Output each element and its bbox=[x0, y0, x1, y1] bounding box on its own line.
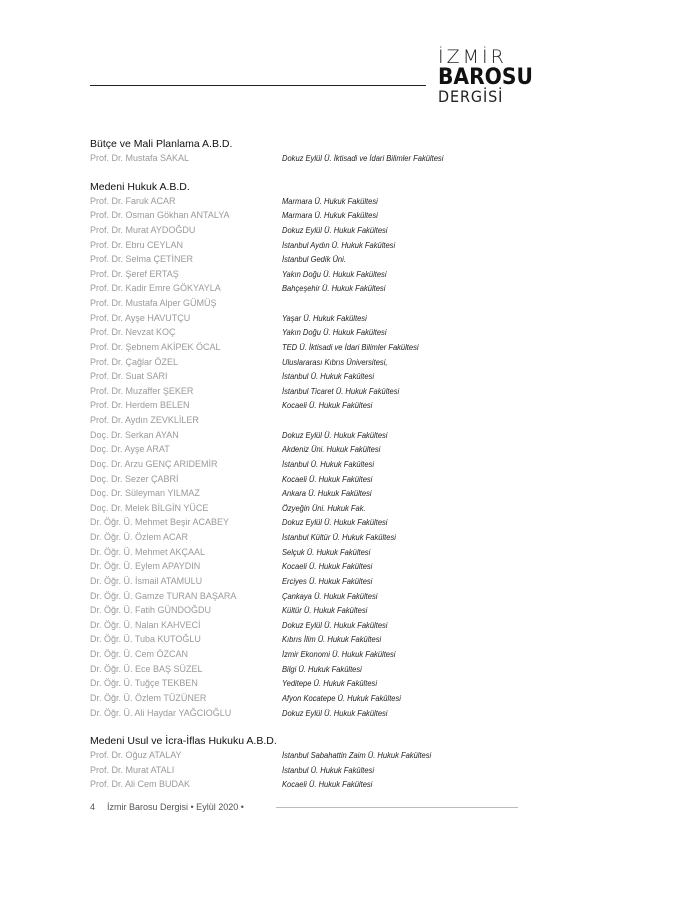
faculty-row bbox=[90, 252, 610, 267]
faculty-row bbox=[90, 763, 610, 778]
faculty-name: Prof. Dr. Herdem BELEN bbox=[90, 400, 190, 411]
faculty-name: Prof. Dr. Aydın ZEVKLİLER bbox=[90, 415, 199, 425]
faculty-affiliation: Selçuk Ü. Hukuk Fakültesi bbox=[282, 546, 371, 557]
faculty-row bbox=[90, 603, 610, 618]
faculty-name: Doç. Dr. Sezer ÇABRİ bbox=[90, 473, 179, 484]
faculty-row bbox=[90, 238, 610, 253]
faculty-section bbox=[90, 137, 610, 166]
page-number: 4 bbox=[90, 802, 96, 812]
faculty-row bbox=[90, 501, 610, 516]
faculty-name: Prof. Dr. Osman Gökhan ANTALYA bbox=[90, 210, 230, 221]
footer-text: İzmir Barosu Dergisi • Eylül 2020 • bbox=[107, 802, 244, 812]
faculty-row bbox=[90, 223, 610, 238]
faculty-row bbox=[90, 428, 610, 443]
faculty-affiliation: Yeditepe Ü. Hukuk Fakültesi bbox=[282, 678, 378, 689]
logo-line-3: DERGİSİ bbox=[438, 87, 504, 106]
logo-line-2: BAROSU bbox=[438, 65, 533, 90]
faculty-row bbox=[90, 748, 610, 763]
faculty-affiliation: Dokuz Eylül Ü. Hukuk Fakültesi bbox=[282, 429, 388, 440]
faculty-name: Dr. Öğr. Ü. Ece BAŞ SÜZEL bbox=[90, 663, 203, 674]
faculty-affiliation: Dokuz Eylül Ü. Hukuk Fakültesi bbox=[282, 224, 388, 235]
journal-logo bbox=[438, 46, 533, 106]
faculty-row bbox=[90, 355, 610, 370]
section-title: Bütçe ve Mali Planlama A.B.D. bbox=[90, 138, 233, 150]
faculty-name: Doç. Dr. Ayşe ARAT bbox=[90, 444, 170, 455]
faculty-affiliation: İzmir Ekonomi Ü. Hukuk Fakültesi bbox=[282, 649, 396, 659]
faculty-row bbox=[90, 515, 610, 530]
faculty-name: Prof. Dr. Selma ÇETİNER bbox=[90, 254, 194, 265]
faculty-row bbox=[90, 662, 610, 677]
faculty-affiliation: Yakın Doğu Ü. Hukuk Fakültesi bbox=[282, 327, 387, 338]
faculty-affiliation: Erciyes Ü. Hukuk Fakültesi bbox=[282, 575, 373, 586]
faculty-name: Dr. Öğr. Ü. Cem ÖZCAN bbox=[90, 649, 189, 659]
faculty-name: Prof. Dr. Murat ATALI bbox=[90, 764, 175, 775]
faculty-affiliation: TED Ü. İktisadi ve İdari Bilimler Fakültesi bbox=[282, 341, 419, 352]
faculty-affiliation: Dokuz Eylül Ü. Hukuk Fakültesi bbox=[282, 619, 388, 630]
faculty-affiliation: Dokuz Eylül Ü. Hukuk Fakültesi bbox=[282, 517, 388, 528]
faculty-row bbox=[90, 574, 610, 589]
faculty-affiliation: Uluslararası Kıbrıs Üniversitesi, bbox=[282, 356, 388, 367]
faculty-row bbox=[90, 442, 610, 457]
faculty-section bbox=[90, 734, 610, 792]
faculty-name: Prof. Dr. Mustafa Alper GÜMÜŞ bbox=[90, 298, 217, 308]
logo-line-1: İZMİR bbox=[438, 46, 507, 68]
faculty-affiliation: Özyeğin Üni. Hukuk Fak. bbox=[282, 502, 366, 513]
faculty-row bbox=[90, 340, 610, 355]
faculty-name: Prof. Dr. Muzaffer ŞEKER bbox=[90, 385, 194, 396]
section-title: Medeni Usul ve İcra-İflas Hukuku A.B.D. bbox=[90, 735, 277, 748]
faculty-name: Prof. Dr. Şebnem AKİPEK ÖCAL bbox=[90, 341, 221, 352]
faculty-row bbox=[90, 267, 610, 282]
faculty-affiliation: İstanbul Ticaret Ü. Hukuk Fakültesi bbox=[282, 385, 400, 396]
faculty-name: Dr. Öğr. Ü. Nalan KAHVECİ bbox=[90, 619, 201, 630]
faculty-affiliation: Ankara Ü. Hukuk Fakültesi bbox=[282, 488, 372, 499]
faculty-affiliation: Marmara Ü. Hukuk Fakültesi bbox=[282, 210, 378, 221]
faculty-name: Prof. Dr. Ali Cem BUDAK bbox=[90, 779, 191, 790]
faculty-name: Prof. Dr. Murat AYDOĞDU bbox=[90, 224, 196, 235]
faculty-row bbox=[90, 777, 610, 792]
faculty-name: Prof. Dr. Faruk ACAR bbox=[90, 195, 176, 206]
faculty-name: Dr. Öğr. Ü. Özlem ACAR bbox=[90, 532, 189, 542]
faculty-name: Prof. Dr. Ayşe HAVUTÇU bbox=[90, 312, 191, 323]
faculty-affiliation: İstanbul Kültür Ü. Hukuk Fakültesi bbox=[282, 532, 396, 542]
faculty-name: Prof. Dr. Oğuz ATALAY bbox=[90, 750, 182, 761]
faculty-row bbox=[90, 194, 610, 209]
faculty-name: Prof. Dr. Kadir Emre GÖKYAYLA bbox=[90, 283, 221, 294]
faculty-row bbox=[90, 325, 610, 340]
faculty-row bbox=[90, 151, 610, 166]
faculty-name: Prof. Dr. Ebru CEYLAN bbox=[90, 239, 184, 250]
faculty-affiliation: İstanbul Ü. Hukuk Fakültesi bbox=[282, 458, 375, 469]
faculty-name: Dr. Öğr. Ü. Ali Haydar YAĞCIOĞLU bbox=[90, 707, 232, 718]
faculty-row bbox=[90, 311, 610, 326]
faculty-affiliation: İstanbul Sabahattin Zaim Ü. Hukuk Fakültesi bbox=[282, 750, 432, 761]
faculty-affiliation: Akdeniz Üni. Hukuk Fakültesi bbox=[282, 444, 381, 455]
header-rule bbox=[90, 85, 426, 86]
faculty-affiliation: Dokuz Eylül Ü. Hukuk Fakültesi bbox=[282, 707, 388, 718]
faculty-row bbox=[90, 208, 610, 223]
faculty-name: Prof. Dr. Suat SARI bbox=[90, 371, 168, 382]
faculty-name: Dr. Öğr. Ü. Özlem TÜZÜNER bbox=[90, 692, 207, 703]
faculty-affiliation: Kocaeli Ü. Hukuk Fakültesi bbox=[282, 400, 373, 411]
faculty-row bbox=[90, 413, 610, 428]
faculty-row bbox=[90, 398, 610, 413]
faculty-row bbox=[90, 691, 610, 706]
faculty-affiliation: Kocaeli Ü. Hukuk Fakültesi bbox=[282, 779, 373, 790]
faculty-name: Dr. Öğr. Ü. İsmail ATAMULU bbox=[90, 575, 203, 586]
faculty-name: Doç. Dr. Melek BİLGİN YÜCE bbox=[90, 502, 209, 513]
faculty-name: Dr. Öğr. Ü. Gamze TURAN BAŞARA bbox=[90, 590, 237, 601]
faculty-affiliation: Kocaeli Ü. Hukuk Fakültesi bbox=[282, 473, 373, 484]
faculty-name: Doç. Dr. Süleyman YILMAZ bbox=[90, 488, 200, 499]
faculty-affiliation: Yaşar Ü. Hukuk Fakültesi bbox=[282, 312, 367, 323]
faculty-name: Dr. Öğr. Ü. Fatih GÜNDOĞDU bbox=[90, 605, 212, 616]
faculty-affiliation: Afyon Kocatepe Ü. Hukuk Fakültesi bbox=[282, 692, 401, 703]
faculty-affiliation: İstanbul Ü. Hukuk Fakültesi bbox=[282, 764, 375, 775]
faculty-name: Prof. Dr. Mustafa SAKAL bbox=[90, 153, 190, 163]
faculty-name: Dr. Öğr. Ü. Tuğçe TEKBEN bbox=[90, 678, 198, 689]
faculty-section bbox=[90, 180, 610, 721]
faculty-name: Dr. Öğr. Ü. Tuba KUTOĞLU bbox=[90, 634, 201, 645]
faculty-affiliation: İstanbul Aydın Ü. Hukuk Fakültesi bbox=[282, 239, 396, 250]
faculty-row bbox=[90, 647, 610, 662]
faculty-name: Prof. Dr. Şeref ERTAŞ bbox=[90, 268, 179, 279]
faculty-row bbox=[90, 559, 610, 574]
faculty-row bbox=[90, 486, 610, 501]
faculty-affiliation: Bilgi Ü. Hukuk Fakültesi bbox=[282, 663, 362, 674]
faculty-affiliation: Dokuz Eylül Ü. İktisadi ve İdari Bilimler Fakültesi bbox=[282, 153, 444, 163]
faculty-name: Prof. Dr. Çağlar ÖZEL bbox=[90, 356, 179, 367]
faculty-affiliation: Yakın Doğu Ü. Hukuk Fakültesi bbox=[282, 268, 387, 279]
faculty-row bbox=[90, 530, 610, 545]
faculty-row bbox=[90, 457, 610, 472]
faculty-affiliation: Kocaeli Ü. Hukuk Fakültesi bbox=[282, 561, 373, 572]
faculty-row bbox=[90, 384, 610, 399]
faculty-row bbox=[90, 589, 610, 604]
page-footer bbox=[90, 802, 244, 812]
faculty-row bbox=[90, 706, 610, 721]
page-content bbox=[90, 137, 610, 806]
faculty-row bbox=[90, 296, 610, 311]
faculty-affiliation: Kültür Ü. Hukuk Fakültesi bbox=[282, 605, 368, 616]
faculty-row bbox=[90, 281, 610, 296]
faculty-name: Dr. Öğr. Ü. Mehmet Beşir ACABEY bbox=[90, 517, 230, 528]
section-title: Medeni Hukuk A.B.D. bbox=[90, 180, 190, 193]
faculty-row bbox=[90, 472, 610, 487]
faculty-name: Dr. Öğr. Ü. Eylem APAYDIN bbox=[90, 561, 201, 572]
faculty-row bbox=[90, 632, 610, 647]
faculty-name: Dr. Öğr. Ü. Mehmet AKÇAAL bbox=[90, 546, 206, 557]
faculty-name: Prof. Dr. Nevzat KOÇ bbox=[90, 327, 176, 338]
faculty-affiliation: Çankaya Ü. Hukuk Fakültesi bbox=[282, 590, 378, 601]
faculty-affiliation: Kıbrıs İlim Ü. Hukuk Fakültesi bbox=[282, 634, 382, 645]
faculty-affiliation: İstanbul Gedik Üni. bbox=[282, 254, 346, 265]
faculty-row bbox=[90, 676, 610, 691]
footer-rule bbox=[276, 807, 518, 808]
faculty-row bbox=[90, 545, 610, 560]
faculty-row bbox=[90, 618, 610, 633]
faculty-affiliation: İstanbul Ü. Hukuk Fakültesi bbox=[282, 371, 375, 382]
faculty-affiliation: Bahçeşehir Ü. Hukuk Fakültesi bbox=[282, 283, 386, 294]
faculty-name: Doç. Dr. Arzu GENÇ ARIDEMİR bbox=[90, 458, 218, 469]
faculty-row bbox=[90, 369, 610, 384]
faculty-name: Doç. Dr. Serkan AYAN bbox=[90, 429, 179, 440]
faculty-affiliation: Marmara Ü. Hukuk Fakültesi bbox=[282, 195, 378, 206]
